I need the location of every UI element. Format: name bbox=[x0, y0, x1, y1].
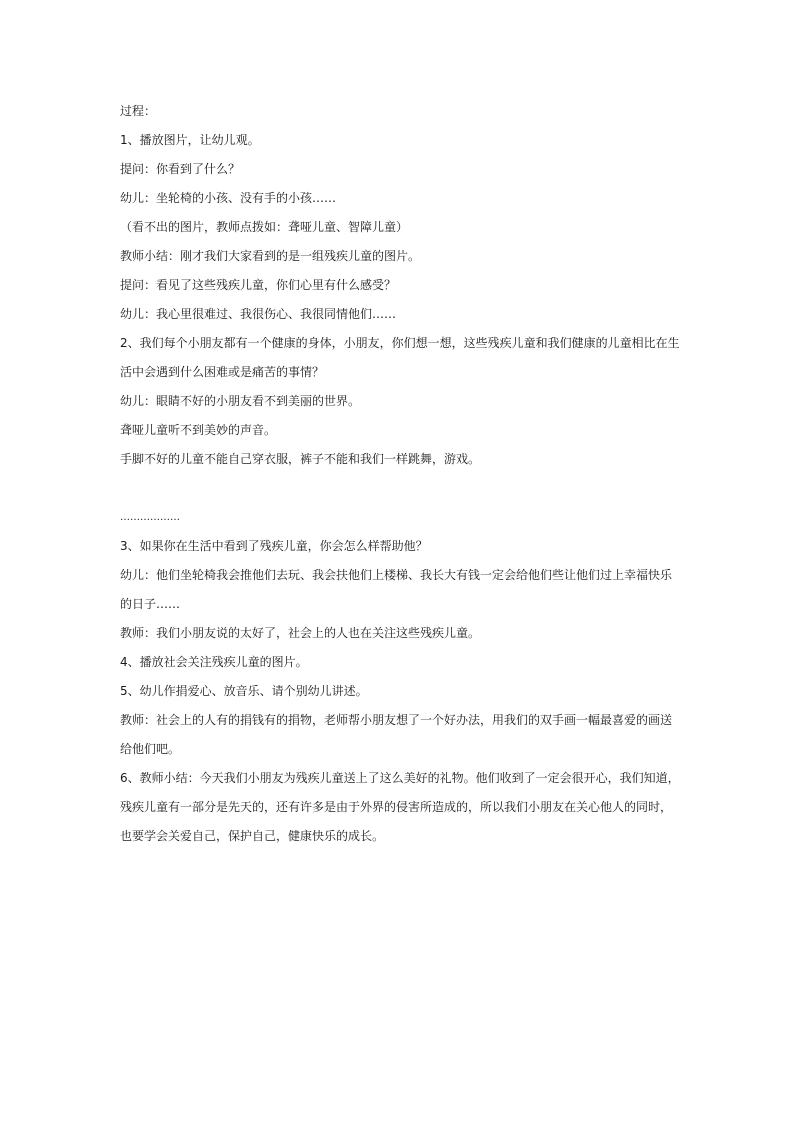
ellipsis-line: ……………… bbox=[120, 512, 180, 523]
step-4: 4、播放社会关注残疾儿童的图片。 bbox=[120, 655, 308, 669]
teacher-line-continued: 给他们吧。 bbox=[120, 742, 181, 756]
child-answer-line: 聋哑儿童听不到美妙的声音。 bbox=[120, 423, 277, 437]
child-answer-line: 幼儿：他们坐轮椅我会推他们去玩、我会扶他们上楼梯、我长大有钱一定会给他们些让他们过上幸福快乐 bbox=[120, 568, 673, 582]
child-answer-line: 幼儿：眼睛不好的小朋友看不到美丽的世界。 bbox=[120, 394, 361, 408]
document-body bbox=[120, 97, 680, 851]
step-6: 6、教师小结：今天我们小朋友为残疾儿童送上了这么美好的礼物。他们收到了一定会很开心，我们知道， bbox=[120, 771, 680, 785]
step-1: 1、播放图片，让幼儿观。 bbox=[120, 133, 260, 147]
teacher-summary-line: 教师小结：刚才我们大家看到的是一组残疾儿童的图片。 bbox=[120, 249, 421, 263]
step-2: 2、我们每个小朋友都有一个健康的身体，小朋友，你们想一想，这些残疾儿童和我们健康的儿童相比在生 bbox=[120, 336, 680, 350]
child-answer-line: 幼儿：我心里很难过、我很伤心、我很同情他们…… bbox=[120, 307, 397, 321]
blank-line bbox=[120, 474, 680, 503]
child-answer-continued: 的日子…… bbox=[120, 597, 181, 611]
child-answer-line: 手脚不好的儿童不能自己穿衣服，裤子不能和我们一样跳舞，游戏。 bbox=[120, 452, 481, 466]
step-6-continued: 残疾儿童有一部分是先天的，还有许多是由于外界的侵害所造成的，所以我们小朋友在关心他人的同时， bbox=[120, 800, 673, 814]
step-2-continued: 活中会遇到什么困难或是痛苦的事情？ bbox=[120, 365, 325, 379]
teacher-line: 教师：我们小朋友说的太好了，社会上的人也在关注这些残疾儿童。 bbox=[120, 626, 481, 640]
question-line: 提问：你看到了什么？ bbox=[120, 162, 241, 176]
child-answer-line: 幼儿：坐轮椅的小孩、没有手的小孩…… bbox=[120, 191, 337, 205]
question-line: 提问：看见了这些残疾儿童，你们心里有什么感受？ bbox=[120, 278, 397, 292]
step-3: 3、如果你在生活中看到了残疾儿童，你会怎么样帮助他？ bbox=[120, 539, 428, 553]
teacher-line: 教师：社会上的人有的捐钱有的捐物，老师帮小朋友想了一个好办法，用我们的双手画一幅最喜爱的画送 bbox=[120, 713, 673, 727]
step-6-continued: 也要学会关爱自己，保护自己，健康快乐的成长。 bbox=[120, 829, 385, 843]
section-heading: 过程： bbox=[120, 104, 157, 118]
teacher-hint-line: （看不出的图片，教师点拨如：聋哑儿童、智障儿童） bbox=[120, 220, 409, 234]
step-5: 5、幼儿作捐爱心、放音乐、请个别幼儿讲述。 bbox=[120, 684, 368, 698]
